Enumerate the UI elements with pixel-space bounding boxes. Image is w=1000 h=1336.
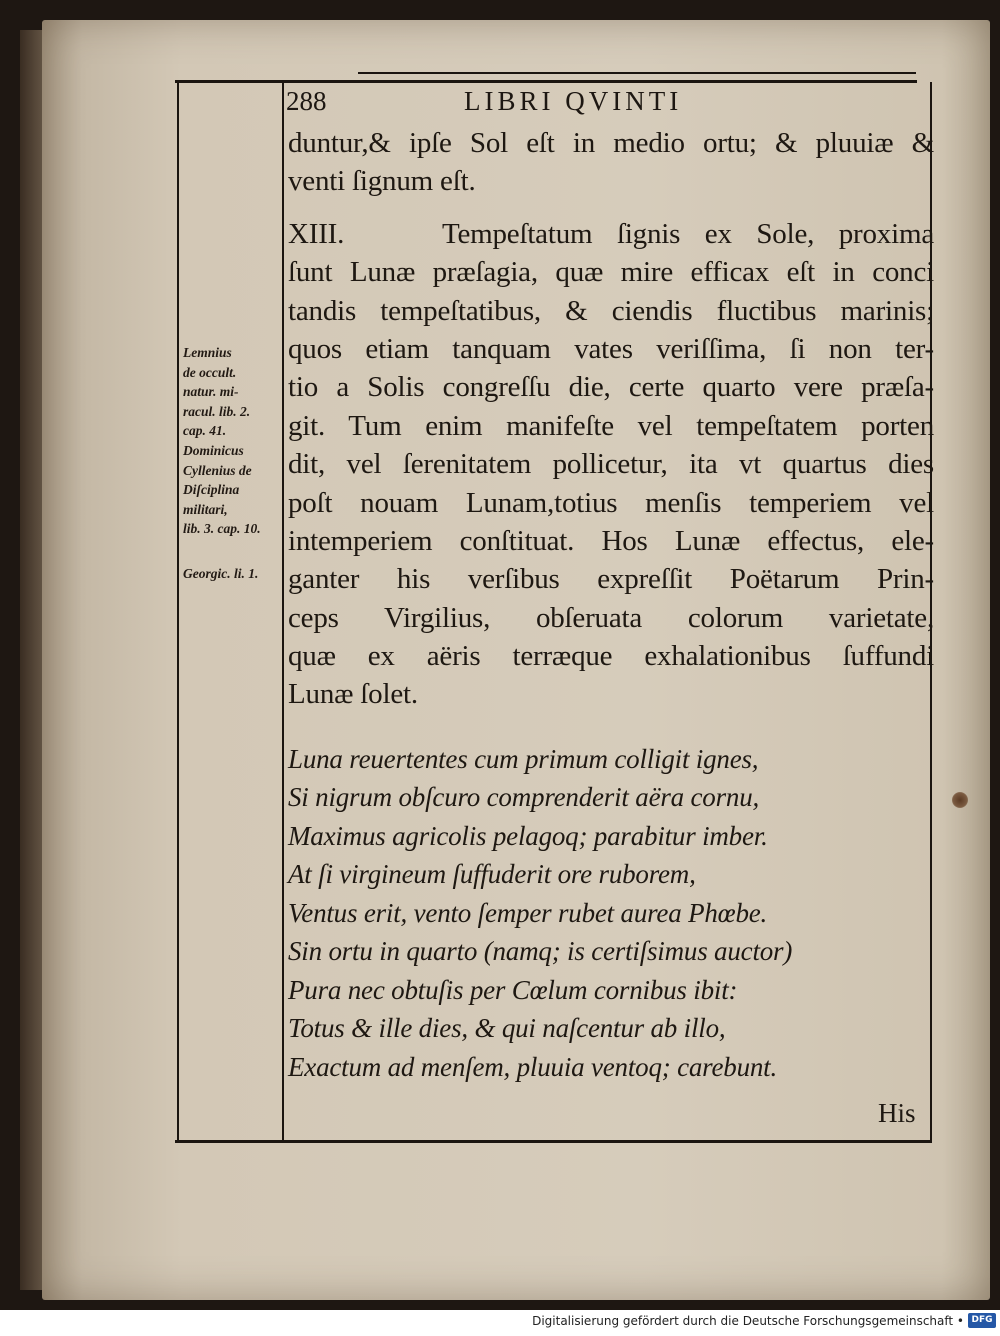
marginal-notes bbox=[183, 343, 291, 584]
paper-stain bbox=[952, 792, 968, 808]
funding-notice: Digitalisierung gefördert durch die Deutsche Forschungsgemeinschaft • bbox=[532, 1314, 964, 1328]
verse-line: Luna reuertentes cum primum colligit ignes, bbox=[288, 743, 759, 774]
verse-line: Pura nec obtuſis per Cœlum cornibus ibit: bbox=[288, 974, 738, 1005]
text-line: quæ ex aëris terræque exhalationibus ſuffundi bbox=[288, 640, 934, 673]
margin-note-line: Georgic. li. 1. bbox=[183, 565, 259, 581]
text-line: poſt nouam Lunam,totius menſis temperiem vel bbox=[288, 486, 934, 519]
margin-note-line: Lemnius bbox=[183, 345, 232, 360]
running-head bbox=[286, 86, 936, 122]
margin-note-line: de occult. bbox=[183, 364, 237, 380]
verse-line: Totus & ille dies, & qui naſcentur ab illo, bbox=[288, 1013, 726, 1044]
digitization-footer bbox=[0, 1310, 1000, 1336]
section-heading-line: XIII. Tempeſtatum ſignis ex Sole, proxima bbox=[288, 217, 934, 250]
text-line: ceps Virgilius, obſeruata colorum varietate, bbox=[288, 601, 934, 634]
margin-note-line: militari, bbox=[183, 501, 228, 517]
main-text-block bbox=[288, 124, 934, 1086]
margin-column-rule bbox=[177, 82, 179, 1140]
running-title: LIBRI QVINTI bbox=[464, 86, 683, 116]
margin-note-line: natur. mi- bbox=[183, 384, 239, 400]
page-number: 288 bbox=[286, 86, 327, 116]
text-line: duntur,& ipſe Sol eſt in medio ortu; & pluuiæ & bbox=[288, 127, 934, 159]
text-line: git. Tum enim manifeſte vel tempeſtatem porten bbox=[288, 409, 934, 442]
margin-note-line: cap. 41. bbox=[183, 423, 227, 439]
dfg-logo: DFG bbox=[968, 1313, 996, 1328]
catchword: His bbox=[878, 1098, 916, 1128]
text-line: ſunt Lunæ præſagia, quæ mire efficax eſt in conci bbox=[288, 256, 934, 289]
head-rule bbox=[358, 72, 916, 74]
bottom-rule bbox=[175, 1140, 932, 1143]
text-line: intemperiem conſtituat. Hos Lunæ effectus, ele- bbox=[288, 524, 934, 557]
verse-line: Exactum ad menſem, pluuia ventoq; carebunt. bbox=[288, 1051, 778, 1082]
verse-line: Si nigrum obſcuro comprenderit aëra cornu, bbox=[288, 782, 760, 813]
verse-line: Maximus agricolis pelagoq; parabitur imber. bbox=[288, 820, 768, 851]
margin-note-line: racul. lib. 2. bbox=[183, 403, 251, 419]
top-rule bbox=[175, 80, 917, 83]
verse-line: Sin ortu in quarto (namq; is certiſsimus auctor) bbox=[288, 936, 793, 967]
verse-line: Ventus erit, vento ſemper rubet aurea Phœbe. bbox=[288, 897, 768, 928]
text-column-left-rule bbox=[282, 82, 284, 1140]
text-line: Lunæ ſolet. bbox=[288, 678, 418, 711]
text-line: ganter his verſibus expreſſit Poëtarum Prin- bbox=[288, 563, 934, 596]
text-line: tandis tempeſtatibus, & ciendis fluctibus marinis; bbox=[288, 294, 934, 327]
margin-note-line: Cyllenius de bbox=[183, 462, 252, 478]
text-line: tio a Solis congreſſu die, certe quarto vere præſa- bbox=[288, 371, 934, 404]
text-line: dit, vel ſerenitatem pollicetur, ita vt quartus dies bbox=[288, 448, 934, 481]
margin-note-line: Diſciplina bbox=[183, 482, 240, 498]
margin-note-line: Dominicus bbox=[183, 442, 244, 458]
text-line: venti ſignum eſt. bbox=[288, 165, 476, 198]
verse-line: At ſi virgineum ſuffuderit ore ruborem, bbox=[288, 859, 696, 890]
text-line: quos etiam tanquam vates veriſſima, ſi non ter- bbox=[288, 332, 934, 365]
margin-note-line: lib. 3. cap. 10. bbox=[183, 521, 261, 537]
